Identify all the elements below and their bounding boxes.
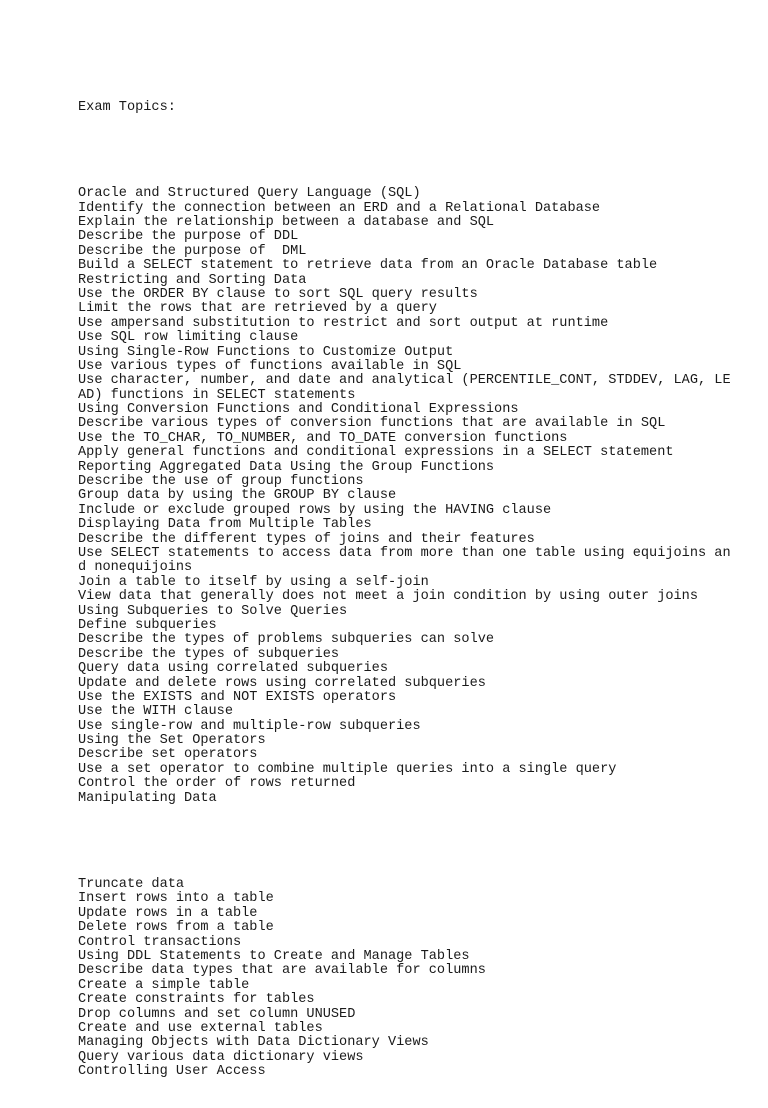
blank-line [78, 835, 718, 849]
topic-line: Use various types of functions available in SQL [78, 358, 462, 374]
topic-line: Describe set operators [78, 747, 258, 763]
topic-line: Describe the types of problems subqueries can solve [78, 632, 495, 648]
topic-line: Include or exclude grouped rows by using the HAVING clause [78, 502, 552, 518]
topic-line: Update rows in a table [78, 905, 258, 921]
topic-line: Control the order of rows returned [78, 776, 356, 792]
topic-line: Using DDL Statements to Create and Manage Tables [78, 948, 470, 964]
topic-line: Describe the purpose of DML [78, 243, 307, 259]
topic-line: Explain the relationship between a database and SQL [78, 215, 495, 230]
topic-line: Define subqueries [78, 617, 217, 633]
topic-line: Restricting and Sorting Data [78, 272, 307, 288]
document-body [78, 72, 731, 1108]
topic-line: Oracle and Structured Query Language (SQL) [78, 186, 421, 202]
topic-line: Manipulating Data [78, 790, 217, 806]
topic-line: Managing Objects with Data Dictionary Views [78, 1035, 429, 1051]
topic-line: Truncate data [78, 877, 185, 893]
topic-line: Query data using correlated subqueries [78, 661, 388, 677]
topic-line: Describe the purpose of DDL [78, 229, 299, 245]
topic-line: Create a simple table [78, 977, 250, 993]
topic-line: Displaying Data from Multiple Tables [78, 517, 372, 533]
topic-line: Join a table to itself by using a self-join [78, 574, 429, 590]
topic-line: Use character, number, and date and analytical (PERCENTILE_CONT, STDDEV, LAG, LE [78, 373, 731, 389]
topic-line: Limit the rows that are retrieved by a query [78, 301, 437, 317]
topic-line: Reporting Aggregated Data Using the Group Functions [78, 459, 495, 475]
document-heading: Exam Topics: [78, 99, 176, 115]
topic-line: Build a SELECT statement to retrieve data from an Oracle Database table [78, 258, 658, 274]
topic-line: Using Subqueries to Solve Queries [78, 603, 348, 619]
topic-line: Describe data types that are available for columns [78, 963, 486, 979]
topic-line: Use SELECT statements to access data from more than one table using equijoins an [78, 545, 731, 561]
topic-line: Using the Set Operators [78, 733, 266, 749]
topic-line: Use the EXISTS and NOT EXISTS operators [78, 689, 397, 705]
topic-line: Query various data dictionary views [78, 1049, 364, 1065]
topic-line: Use the WITH clause [78, 704, 233, 720]
topic-line: Use single-row and multiple-row subqueries [78, 718, 421, 734]
topic-line: Insert rows into a table [78, 891, 274, 907]
topic-line: Using Single-Row Functions to Customize Output [78, 344, 454, 360]
topic-line: Describe various types of conversion functions that are available in SQL [78, 416, 666, 432]
topic-line: Group data by using the GROUP BY clause [78, 488, 397, 504]
topic-line: Use ampersand substitution to restrict and sort output at runtime [78, 315, 609, 331]
topic-line: Apply general functions and conditional expressions in a SELECT statement [78, 445, 674, 461]
topic-line: Control transactions [78, 934, 242, 950]
topic-line: View data that generally does not meet a join condition by using outer joins [78, 589, 698, 605]
topic-line: Controlling User Access [78, 1064, 266, 1080]
topic-line: Use the TO_CHAR, TO_NUMBER, and TO_DATE conversion functions [78, 430, 568, 446]
topic-line: d nonequijoins [78, 560, 193, 576]
topic-line: AD) functions in SELECT statements [78, 387, 356, 403]
topic-line: Create and use external tables [78, 1020, 323, 1036]
topic-list-section-2 [78, 878, 718, 1079]
topic-line: Delete rows from a table [78, 920, 274, 936]
topic-line: Create constraints for tables [78, 992, 315, 1008]
topic-line: Update and delete rows using correlated subqueries [78, 675, 486, 691]
topic-line: Identify the connection between an ERD and a Relational Database [78, 200, 601, 216]
topic-line: Describe the different types of joins and their features [78, 531, 535, 547]
topic-line: Describe the types of subqueries [78, 646, 340, 662]
topic-line: Using Conversion Functions and Conditional Expressions [78, 402, 519, 418]
topic-line: Use the ORDER BY clause to sort SQL query results [78, 286, 478, 302]
topic-line: Use a set operator to combine multiple queries into a single query [78, 761, 617, 777]
topic-line: Use SQL row limiting clause [78, 330, 299, 346]
blank-line [78, 144, 718, 158]
topic-line: Drop columns and set column UNUSED [78, 1006, 356, 1022]
topic-line: Describe the use of group functions [78, 474, 364, 490]
topic-list-section-1 [78, 186, 731, 806]
